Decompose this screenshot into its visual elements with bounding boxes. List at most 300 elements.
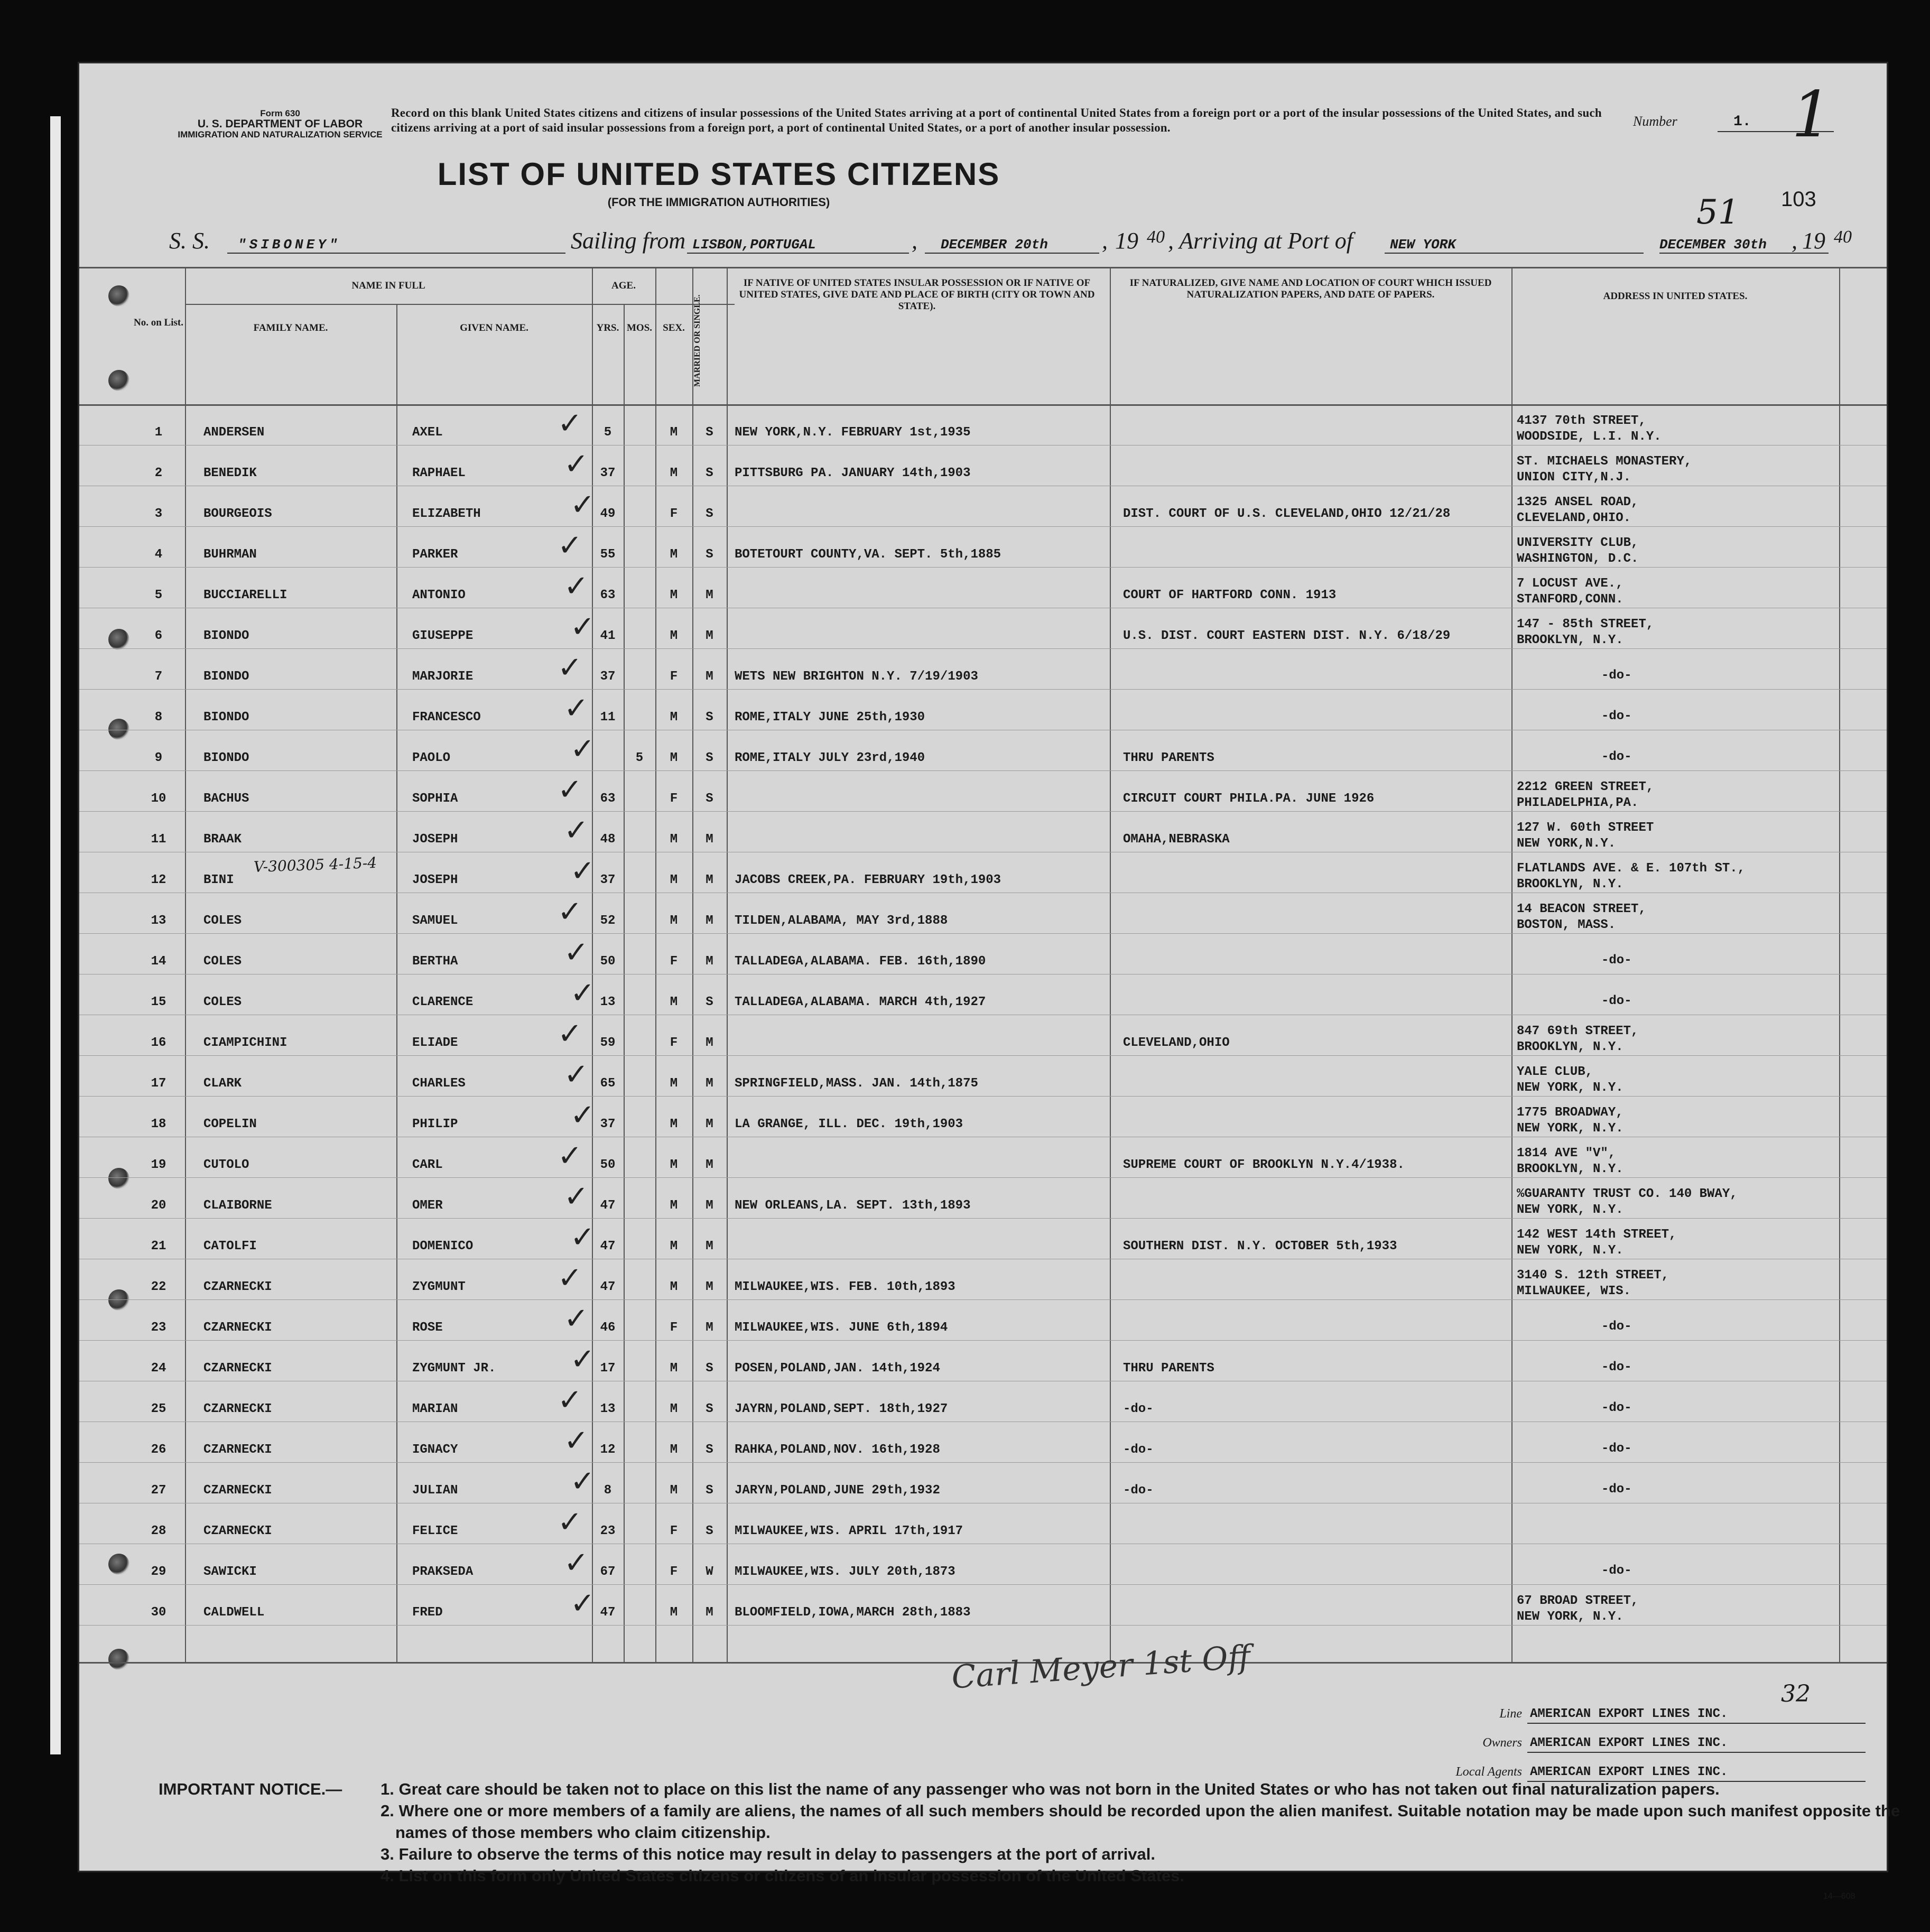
notice-item: 4. List on this form only United States citizens or citizens of an insular possession of the United States. [381, 1866, 1184, 1885]
cell-family: COPELIN [203, 1117, 257, 1131]
cell-address-line1: -do- [1601, 994, 1632, 1008]
cell-address-line1: 127 W. 60th STREET [1517, 821, 1654, 835]
cell-address-line1: 147 - 85th STREET, [1517, 617, 1654, 631]
cell-given: ANTONIO [412, 588, 466, 602]
cell-ms: S [706, 466, 713, 480]
cell-address-line1: ST. MICHAELS MONASTERY, [1517, 454, 1692, 469]
cell-birth: SPRINGFIELD,MASS. JAN. 14th,1875 [735, 1076, 978, 1091]
cell-sex: M [670, 1402, 678, 1416]
cell-yrs: 13 [600, 1402, 616, 1416]
cell-address-line2: BROOKLYN, N.Y. [1517, 1162, 1623, 1176]
cell-no: 22 [151, 1280, 166, 1294]
row-rule [79, 526, 1887, 527]
row-rule [79, 567, 1887, 568]
cell-birth: ROME,ITALY JUNE 25th,1930 [735, 710, 925, 724]
cell-family: CZARNECKI [203, 1361, 272, 1376]
cell-address-line2: MILWAUKEE, WIS. [1517, 1284, 1631, 1298]
cell-address-line2: BOSTON, MASS. [1517, 918, 1616, 932]
cell-yrs: 47 [600, 1199, 616, 1213]
check-mark-icon: ✓ [570, 855, 595, 888]
cell-given: PRAKSEDA [412, 1565, 474, 1579]
cell-address-line1: 142 WEST 14th STREET, [1517, 1228, 1677, 1242]
cell-family: CZARNECKI [203, 1402, 272, 1416]
cell-no: 24 [151, 1361, 166, 1376]
cell-birth: MILWAUKEE,WIS. FEB. 10th,1893 [735, 1280, 955, 1294]
check-mark-icon: ✓ [558, 530, 582, 562]
cell-sex: M [670, 710, 678, 724]
cell-ms: M [706, 1117, 713, 1131]
cell-sex: F [670, 1036, 678, 1050]
footer-code: 14—608 [1823, 1892, 1855, 1901]
notice-items [381, 1778, 1903, 1887]
cell-yrs: 41 [600, 629, 616, 643]
cell-no: 12 [151, 873, 166, 887]
cell-birth: BOTETOURT COUNTY,VA. SEPT. 5th,1885 [735, 547, 1001, 562]
cell-given: OMER [412, 1199, 443, 1213]
cell-nat: THRU PARENTS [1123, 1361, 1214, 1376]
cell-family: CZARNECKI [203, 1524, 272, 1538]
cell-no: 14 [151, 954, 166, 969]
check-mark-icon: ✓ [570, 1465, 595, 1498]
cell-ms: M [706, 954, 713, 969]
cell-family: CLAIBORNE [203, 1199, 272, 1213]
cell-sex: M [670, 1443, 678, 1457]
page-title: LIST OF UNITED STATES CITIZENS [437, 156, 1000, 192]
cell-address-line2: BROOKLYN, N.Y. [1517, 877, 1623, 891]
row-rule [79, 1462, 1887, 1463]
cell-address-line1: -do- [1601, 1482, 1632, 1497]
cell-no: 7 [154, 670, 163, 684]
cell-ms: W [706, 1565, 713, 1579]
cell-yrs: 65 [600, 1076, 616, 1091]
check-mark-icon: ✓ [564, 1425, 589, 1457]
cell-no: 6 [154, 629, 163, 643]
cell-no: 17 [151, 1076, 166, 1091]
check-mark-icon: ✓ [564, 692, 589, 725]
cell-yrs: 37 [600, 873, 616, 887]
cell-yrs: 48 [600, 832, 616, 847]
cell-given: ZYGMUNT JR. [412, 1361, 496, 1376]
cell-family: BIONDO [203, 629, 249, 643]
cell-family: SAWICKI [203, 1565, 257, 1579]
cell-address-line1: -do- [1601, 709, 1632, 723]
notice-item: 3. Failure to observe the terms of this notice may result in delay to passengers at the port of arrival. [381, 1845, 1156, 1863]
cell-sex: F [670, 1321, 678, 1335]
cell-nat: THRU PARENTS [1123, 751, 1214, 765]
cell-nat: OMAHA,NEBRASKA [1123, 832, 1230, 847]
cell-given: JOSEPH [412, 873, 458, 887]
cell-address-line2: WOODSIDE, L.I. N.Y. [1517, 430, 1662, 444]
cell-given: DOMENICO [412, 1239, 474, 1253]
cell-yrs: 55 [600, 547, 616, 562]
agent-label: Line [1499, 1707, 1522, 1721]
cell-sex: M [670, 1117, 678, 1131]
check-mark-icon: ✓ [558, 1384, 582, 1417]
subheader-rule [185, 304, 735, 305]
cell-family: BACHUS [203, 792, 249, 806]
cell-yrs: 63 [600, 792, 616, 806]
service-name: IMMIGRATION AND NATURALIZATION SERVICE [178, 129, 383, 140]
notice-item: 2. Where one or more members of a family are aliens, the names of all such members should be recorded upon the alien manifest. Suitable notation may be made upon such manifest opposite the names of those members who claim citizenship. [381, 1801, 1900, 1842]
check-mark-icon: ✓ [570, 977, 595, 1010]
cell-ms: M [706, 1199, 713, 1213]
cell-birth: POSEN,POLAND,JAN. 14th,1924 [735, 1361, 940, 1376]
col-divider [185, 267, 186, 1662]
cell-no: 9 [154, 751, 163, 765]
comma: , [1792, 228, 1797, 254]
cell-nat: U.S. DIST. COURT EASTERN DIST. N.Y. 6/18/29 [1123, 629, 1451, 643]
cell-birth: TILDEN,ALABAMA, MAY 3rd,1888 [735, 914, 948, 928]
cell-given: RAPHAEL [412, 466, 466, 480]
cell-ms: M [706, 873, 713, 887]
cell-sex: M [670, 547, 678, 562]
cell-yrs: 67 [600, 1565, 616, 1579]
cell-family: CLARK [203, 1076, 242, 1091]
cell-given: CLARENCE [412, 995, 474, 1009]
cell-no: 26 [151, 1443, 166, 1457]
check-mark-icon: ✓ [564, 1303, 589, 1335]
cell-family: BUCCIARELLI [203, 588, 287, 602]
cell-family: CZARNECKI [203, 1280, 272, 1294]
cell-no: 4 [154, 547, 163, 562]
cell-family: BRAAK [203, 832, 242, 847]
col-divider [727, 267, 728, 1662]
row-rule [79, 1625, 1887, 1626]
cell-birth: MILWAUKEE,WIS. JUNE 6th,1894 [735, 1321, 948, 1335]
ship-name: "SIBONEY" [238, 237, 341, 253]
port-underline [1385, 253, 1644, 254]
cell-family: COLES [203, 954, 242, 969]
sailing-from-label: Sailing from [571, 228, 686, 254]
cell-ms: S [706, 1524, 713, 1538]
depart-date-underline [925, 253, 1099, 254]
header-naturalized: IF NATURALIZED, GIVE NAME AND LOCATION OF COURT WHICH ISSUED NATURALIZATION PAPERS, AND DATE OF PAPERS. [1129, 277, 1492, 300]
cell-address-line2: UNION CITY,N.J. [1517, 470, 1631, 485]
cell-ms: S [706, 425, 713, 440]
cell-yrs: 13 [600, 995, 616, 1009]
passenger-table [79, 267, 1887, 1662]
cell-ms: S [706, 710, 713, 724]
cell-given: ELIZABETH [412, 507, 481, 521]
cell-ms: M [706, 629, 713, 643]
cell-sex: M [670, 1605, 678, 1620]
header-age: AGE. [611, 280, 636, 291]
cell-sex: M [670, 914, 678, 928]
cell-ms: S [706, 507, 713, 521]
cell-yrs: 47 [600, 1280, 616, 1294]
officer-signature: Carl Meyer 1st Off [950, 1638, 1252, 1696]
cell-address-line1: -do- [1601, 1320, 1632, 1334]
check-mark-icon: ✓ [558, 1140, 582, 1173]
cell-no: 10 [151, 792, 166, 806]
cell-address-line2: NEW YORK, N.Y. [1517, 1610, 1623, 1624]
cell-given: FELICE [412, 1524, 458, 1538]
cell-birth: JACOBS CREEK,PA. FEBRUARY 19th,1903 [735, 873, 1001, 887]
arrival-date: DECEMBER 30th [1659, 237, 1767, 253]
agent-value: AMERICAN EXPORT LINES INC. [1530, 1707, 1728, 1721]
check-mark-icon: ✓ [558, 1506, 582, 1539]
handwritten-number: 1 [1792, 78, 1832, 152]
col-divider [1110, 267, 1111, 1662]
row-rule [79, 1218, 1887, 1219]
cell-nat: -do- [1123, 1483, 1154, 1498]
cell-family: BUHRMAN [203, 547, 257, 562]
cell-yrs: 50 [600, 1158, 616, 1172]
col-divider [624, 304, 625, 1662]
form-identifier [143, 108, 417, 140]
departure-year: 40 [1147, 227, 1165, 247]
cell-birth: PITTSBURG PA. JANUARY 14th,1903 [735, 466, 971, 480]
cell-address-line1: YALE CLUB, [1517, 1065, 1593, 1079]
cell-address-line2: CLEVELAND,OHIO. [1517, 511, 1631, 525]
cell-no: 28 [151, 1524, 166, 1538]
check-mark-icon: ✓ [564, 814, 589, 847]
cell-given: ROSE [412, 1321, 443, 1335]
notice-item: 1. Great care should be taken not to place on this list the name of any passenger who was not born in the United States or who has not taken out final naturalization papers. [381, 1780, 1720, 1798]
cell-ms: M [706, 1239, 713, 1253]
comma: , [1102, 228, 1108, 254]
cell-sex: F [670, 1524, 678, 1538]
cell-given: PARKER [412, 547, 458, 562]
cell-sex: M [670, 629, 678, 643]
row-rule [79, 689, 1887, 690]
cell-given: ZYGMUNT [412, 1280, 466, 1294]
cell-sex: M [670, 1361, 678, 1376]
agent-underline [1527, 1723, 1866, 1724]
cell-given: FRANCESCO [412, 710, 481, 724]
cell-given: SAMUEL [412, 914, 458, 928]
cell-given: SOPHIA [412, 792, 458, 806]
cell-yrs: 50 [600, 954, 616, 969]
cell-given: IGNACY [412, 1443, 458, 1457]
handwritten-mark: 32 [1781, 1680, 1811, 1707]
cell-nat: CLEVELAND,OHIO [1123, 1036, 1230, 1050]
cell-given: CHARLES [412, 1076, 466, 1091]
cell-no: 23 [151, 1321, 166, 1335]
cell-given: FRED [412, 1605, 443, 1620]
page-stamp: 103 [1781, 188, 1816, 211]
cell-family: CATOLFI [203, 1239, 257, 1253]
cell-address-line2: NEW YORK,N.Y. [1517, 837, 1616, 851]
cell-sex: M [670, 1076, 678, 1091]
cell-sex: M [670, 1483, 678, 1498]
col-divider [396, 304, 397, 1662]
cell-given: CARL [412, 1158, 443, 1172]
row-rule [79, 811, 1887, 812]
check-mark-icon: ✓ [558, 652, 582, 684]
cell-ms: S [706, 792, 713, 806]
cell-sex: M [670, 1239, 678, 1253]
cell-ms: M [706, 1036, 713, 1050]
header-given-name: GIVEN NAME. [460, 322, 528, 333]
comma: , [912, 228, 917, 254]
check-mark-icon: ✓ [570, 1099, 595, 1132]
year-prefix: 19 [1802, 228, 1825, 254]
cell-nat: -do- [1123, 1402, 1154, 1416]
departure-port: LISBON,PORTUGAL [692, 237, 816, 253]
cell-yrs: 23 [600, 1524, 616, 1538]
cell-no: 27 [151, 1483, 166, 1498]
from-underline [687, 253, 909, 254]
row-rule [79, 648, 1887, 649]
header-mos: MOS. [626, 322, 653, 333]
check-mark-icon: ✓ [564, 936, 589, 969]
cell-address-line1: 847 69th STREET, [1517, 1024, 1639, 1038]
cell-birth: NEW YORK,N.Y. FEBRUARY 1st,1935 [735, 425, 971, 440]
cell-nat: CIRCUIT COURT PHILA.PA. JUNE 1926 [1123, 792, 1375, 806]
cell-address-line1: 14 BEACON STREET, [1517, 902, 1646, 916]
row-rule [79, 933, 1887, 934]
check-mark-icon: ✓ [564, 1547, 589, 1580]
cell-sex: M [670, 588, 678, 602]
cell-no: 13 [151, 914, 166, 928]
agent-value: AMERICAN EXPORT LINES INC. [1530, 1736, 1728, 1750]
check-mark-icon: ✓ [558, 1018, 582, 1051]
check-mark-icon: ✓ [558, 896, 582, 928]
cell-family: BINI [203, 873, 234, 887]
cell-birth: TALLADEGA,ALABAMA. FEB. 16th,1890 [735, 954, 986, 969]
cell-family: CZARNECKI [203, 1483, 272, 1498]
cell-address-line2: NEW YORK, N.Y. [1517, 1081, 1623, 1095]
cell-family: ANDERSEN [203, 425, 265, 440]
page-subtitle: (FOR THE IMMIGRATION AUTHORITIES) [607, 196, 830, 209]
cell-address-line1: -do- [1601, 1564, 1632, 1578]
check-mark-icon: ✓ [570, 1587, 595, 1620]
cell-sex: F [670, 1565, 678, 1579]
row-rule [79, 1177, 1887, 1178]
cell-sex: M [670, 751, 678, 765]
cell-yrs: 47 [600, 1605, 616, 1620]
cell-yrs: 8 [604, 1483, 612, 1498]
cell-sex: M [670, 1199, 678, 1213]
header-bottom-rule [79, 404, 1887, 406]
cell-yrs: 37 [600, 670, 616, 684]
header-sex: SEX. [663, 322, 685, 333]
cell-address-line1: 1325 ANSEL ROAD, [1517, 495, 1639, 509]
cell-yrs: 37 [600, 466, 616, 480]
agent-value: AMERICAN EXPORT LINES INC. [1530, 1765, 1728, 1779]
row-rule [79, 770, 1887, 771]
row-rule [79, 1096, 1887, 1097]
cell-sex: M [670, 832, 678, 847]
cell-sex: M [670, 425, 678, 440]
arrival-year: 40 [1834, 227, 1852, 247]
cell-family: BIONDO [203, 710, 249, 724]
cell-ms: M [706, 588, 713, 602]
header-married-single: MARRIED OR SINGLE. [693, 294, 702, 387]
check-mark-icon: ✓ [570, 1343, 595, 1376]
cell-no: 16 [151, 1036, 166, 1050]
header-birth: IF NATIVE OF UNITED STATES INSULAR POSSESSION OR IF NATIVE OF UNITED STATES, GIVE DATE AND PLACE OF BIRTH (CITY OR TOWN AND STATE). [739, 277, 1095, 312]
cell-address-line1: 67 BROAD STREET, [1517, 1594, 1639, 1608]
check-mark-icon: ✓ [570, 1221, 595, 1254]
ship-underline [227, 253, 565, 254]
cell-family: CZARNECKI [203, 1443, 272, 1457]
cell-given: GIUSEPPE [412, 629, 474, 643]
cell-birth: JAYRN,POLAND,SEPT. 18th,1927 [735, 1402, 948, 1416]
cell-no: 2 [154, 466, 163, 480]
cell-no: 21 [151, 1239, 166, 1253]
check-mark-icon: ✓ [570, 733, 595, 766]
cell-address-line1: 1775 BROADWAY, [1517, 1106, 1623, 1120]
handwritten-mark: 51 [1696, 193, 1740, 232]
cell-birth: JARYN,POLAND,JUNE 29th,1932 [735, 1483, 940, 1498]
agent-row-line [1411, 1707, 1866, 1736]
cell-sex: M [670, 466, 678, 480]
cell-ms: M [706, 1158, 713, 1172]
cell-birth: RAHKA,POLAND,NOV. 16th,1928 [735, 1443, 940, 1457]
cell-no: 29 [151, 1565, 166, 1579]
cell-given: AXEL [412, 425, 443, 440]
cell-address-line1: -do- [1601, 1401, 1632, 1415]
cell-no: 30 [151, 1605, 166, 1620]
cell-family: BIONDO [203, 751, 249, 765]
cell-given: BERTHA [412, 954, 458, 969]
cell-no: 18 [151, 1117, 166, 1131]
row-rule [79, 1299, 1887, 1300]
cell-nat: -do- [1123, 1443, 1154, 1457]
cell-given: PAOLO [412, 751, 451, 765]
arrival-port: NEW YORK [1390, 237, 1456, 253]
cell-yrs: 11 [600, 710, 616, 724]
check-mark-icon: ✓ [570, 489, 595, 522]
check-mark-icon: ✓ [558, 774, 582, 806]
cell-no: 25 [151, 1402, 166, 1416]
cell-ms: S [706, 1483, 713, 1498]
sailing-line [79, 222, 1887, 264]
cell-no: 5 [154, 588, 163, 602]
cell-given: MARJORIE [412, 670, 474, 684]
cell-address-line2: NEW YORK, N.Y. [1517, 1243, 1623, 1258]
agent-label: Owners [1482, 1736, 1522, 1750]
check-mark-icon: ✓ [564, 570, 589, 603]
page-edge [50, 116, 61, 1754]
cell-yrs: 47 [600, 1239, 616, 1253]
check-mark-icon: ✓ [570, 611, 595, 644]
cell-address-line2: WASHINGTON, D.C. [1517, 552, 1639, 566]
cell-ms: M [706, 914, 713, 928]
cell-address-line1: %GUARANTY TRUST CO. 140 BWAY, [1517, 1187, 1738, 1201]
cell-yrs: 46 [600, 1321, 616, 1335]
cell-address-line1: 4137 70th STREET, [1517, 414, 1646, 428]
cell-sex: F [670, 792, 678, 806]
cell-ms: S [706, 1443, 713, 1457]
cell-no: 1 [154, 425, 163, 440]
cell-family: CIAMPICHINI [203, 1036, 287, 1050]
cell-sex: F [670, 954, 678, 969]
agent-underline [1527, 1752, 1866, 1753]
cell-given: PHILIP [412, 1117, 458, 1131]
cell-ms: M [706, 1280, 713, 1294]
form-number: Form 630 [260, 108, 300, 118]
cell-address-line2: BROOKLYN, N.Y. [1517, 633, 1623, 647]
cell-address-line2: NEW YORK, N.Y. [1517, 1121, 1623, 1136]
row-rule [79, 1584, 1887, 1585]
cell-given: JOSEPH [412, 832, 458, 847]
header-address: ADDRESS IN UNITED STATES. [1603, 291, 1748, 302]
cell-yrs: 59 [600, 1036, 616, 1050]
check-mark-icon: ✓ [564, 1058, 589, 1091]
header-family-name: FAMILY NAME. [253, 322, 328, 333]
cell-family: BENEDIK [203, 466, 257, 480]
cell-address-line2: NEW YORK, N.Y. [1517, 1203, 1623, 1217]
cell-no: 15 [151, 995, 166, 1009]
cell-birth: BLOOMFIELD,IOWA,MARCH 28th,1883 [735, 1605, 971, 1620]
cell-yrs: 12 [600, 1443, 616, 1457]
cell-family: COLES [203, 995, 242, 1009]
cell-address-line1: 7 LOCUST AVE., [1517, 577, 1623, 591]
cell-given: MARIAN [412, 1402, 458, 1416]
